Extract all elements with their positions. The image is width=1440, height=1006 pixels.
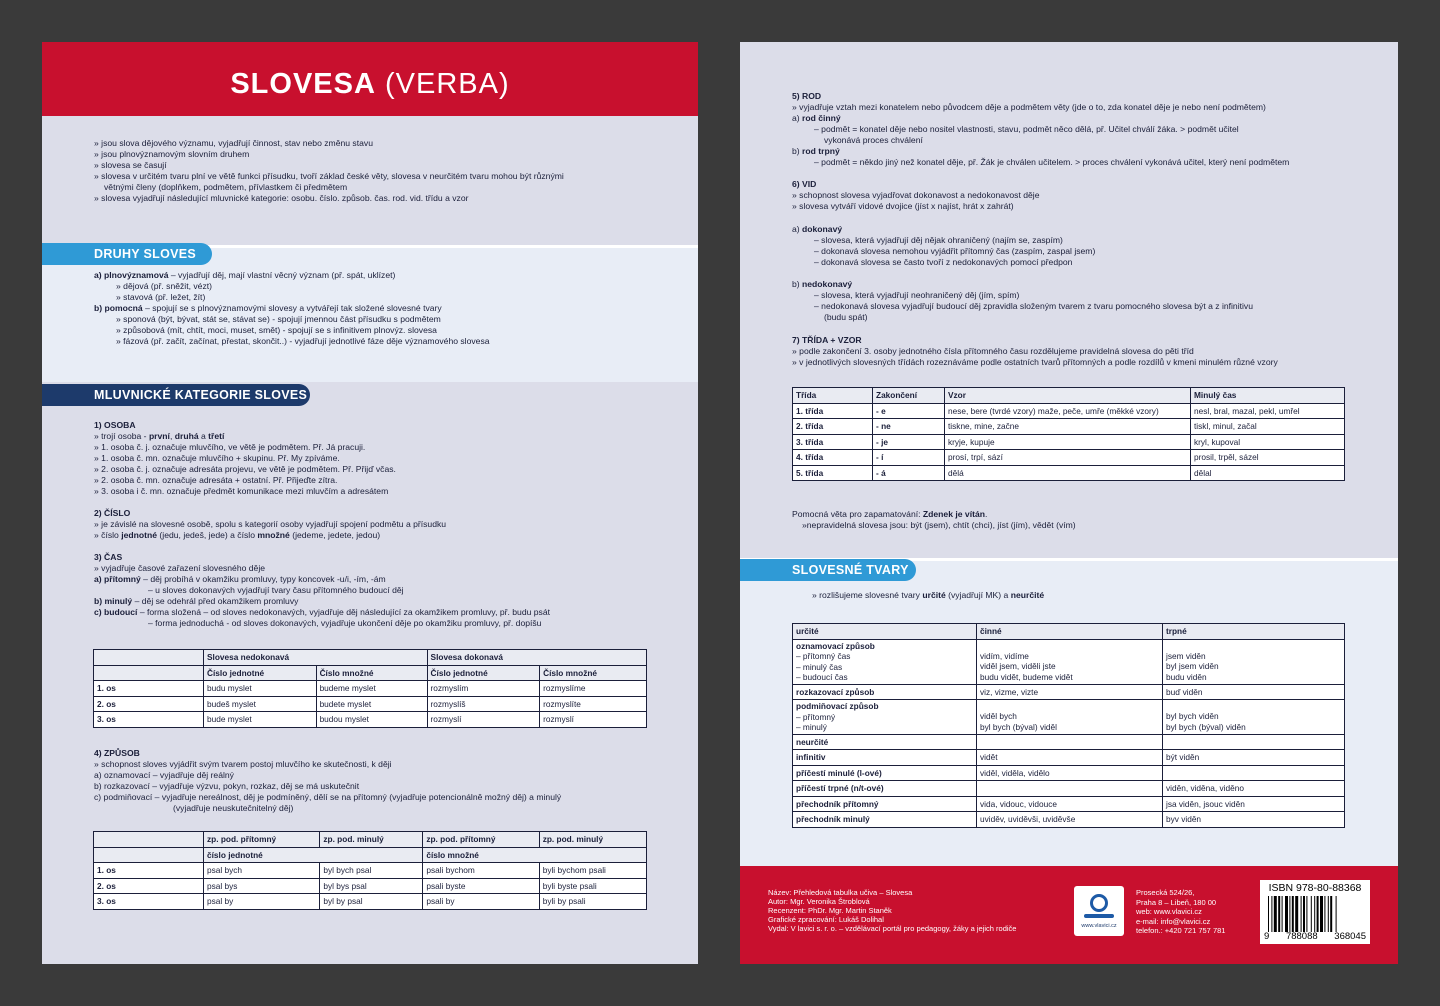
intro-text: » jsou slova dějového významu, vyjadřují činnost, stav nebo změnu stavu » jsou plnovýznamovým slovním druhem » slovesa se časují » slovesa v určitém tvaru plní ve větě funkci přísudku, tvoří základ české věty, slovesa v neurčitém tvaru mohou být různými větnými členy (doplňkem, podmětem, přívlastkem či předmětem » slovesa vyjadřují následující mluvnické kategorie: osobu. číslo. způsob. čas. rod. vid. třídu a vzor (94, 138, 564, 203)
table-row: 2. os budeš myslet budete myslet rozmyslíš rozmyslíte (94, 696, 647, 712)
table-row: přechodník minulý uviděv, uviděvši, uviděvše byv viděn (793, 812, 1345, 828)
table-row: Číslo jednotné Číslo množné Číslo jednotné Číslo množné (94, 665, 647, 681)
left-sheet (42, 42, 698, 964)
table-row: číslo jednotné číslo množné (94, 847, 647, 863)
table-row: příčestí trpné (n/t-ové) viděn, viděna, viděno (793, 781, 1345, 797)
section-heading-kategorie: MLUVNICKÉ KATEGORIE SLOVES (42, 384, 310, 406)
trida-text: 7) TŘÍDA + VZOR » podle zakončení 3. osoby jednotného čísla přítomného času rozdělujeme pravidelná slovesa do pěti tříd » v jednotlivých slovesných třídách rozeznáváme podle ostatních tvarů přítomných a podle rozdílů v kmeni minulém různé vzory (792, 335, 1278, 367)
isbn-barcode: ISBN 978-80-88368 9 788088 368045 (1260, 880, 1370, 944)
table-row: 2. třída - ne tiskne, mine, začne tiskl, minul, začal (793, 419, 1345, 435)
table-tvary (792, 623, 1345, 828)
table-row: 4. třída - í prosí, trpí, sází prosil, trpěl, sázel (793, 450, 1345, 466)
table-row: 3. třída - je kryje, kupuje kryl, kupoval (793, 434, 1345, 450)
vid-text: 6) VID » schopnost slovesa vyjadřovat dokonavost a nedokonavost děje » slovesa vytváří vidové dvojice (jíst x najíst, hrát x zahrát) (792, 179, 1040, 211)
table-row: 1. třída - e nese, bere (tvrdé vzory) maže, peče, umře (měkké vzory) nesl, bral, mazal, pekl, umřel (793, 403, 1345, 419)
publisher-address: Prosecká 524/26, Praha 8 – Libeň, 180 00 web: www.vlavici.cz e-mail: info@vlavici.cz telefon.: +420 721 757 781 (1136, 888, 1226, 935)
pomocna-veta: Pomocná věta pro zapamatování: Zdenek je vítán. »nepravidelná slovesa jsou: být (jsem), chtít (chci), jíst (jím), vědět (vím) (792, 509, 1076, 530)
table-row: neurčité (793, 734, 1345, 750)
table-row: podmiňovací způsob – přítomný – minulý viděl bych byl bych (býval) viděl byl bych viděn byl bych (býval) viděn (793, 700, 1345, 735)
druhy-text: a) plnovýznamová – vyjadřují děj, mají vlastní věcný význam (př. spát, uklízet) » dějová (př. sněžit, vézt) » stavová (př. ležet, žít) b) pomocná – spojují se s plnovýznamovými slovesy a vytvářejí tak složené slovesné tvary » sponová (být, bývat, stát se, stávat se) - spojují jmennou část přísudku s podmětem » způsobová (mít, chtít, moci, muset, smět) - spojují se s infinitivem plnovýz. slovesa » fázová (př. začít, začínat, přestat, skončit..) - vyjadřují jednotlivé fáze děje významového slovesa (94, 270, 490, 346)
table-row: 1. os budu myslet budeme myslet rozmyslím rozmyslíme (94, 681, 647, 697)
table-row: určité činné trpné (793, 624, 1345, 640)
cas-text: 3) ČAS » vyjadřuje časové zařazení slovesného děje a) přítomný – děj probíhá v okamžiku promluvy, typy koncovek -u/i, -ím, -ám – u sloves dokonavých vyjadřují tvary času přítomného budoucí děj b) minulý – děj se odehrál před okamžikem promluvy c) budoucí – forma složená – od sloves nedokonavých, vyjadřuje děj následující za okamžikem promluvy, př. budu psát – forma jednoduchá - od sloves dokonavých, vyjadřuje ukončení děje po okamžiku promluvy, př. dopíšu (94, 552, 551, 628)
table-row: přechodník přítomný vida, vidouc, vidouce jsa viděn, jsouc viděn (793, 796, 1345, 812)
table-row: zp. pod. přítomný zp. pod. minulý zp. pod. přítomný zp. pod. minulý (94, 832, 647, 848)
table-row: oznamovací způsob – přítomný čas – minulý čas – budoucí čas vidím, vidíme viděl jsem, viděli jste budu vidět, budeme vidět jsem viděn byl jsem viděn budu viděn (793, 639, 1345, 684)
table-row: 2. os psal bys byl bys psal psali byste byli byste psali (94, 878, 647, 894)
table-row: 5. třída - á dělá dělal (793, 465, 1345, 481)
table-row: 1. os psal bych byl bych psal psali bychom byli bychom psali (94, 863, 647, 879)
table-row: Třída Zakončení Vzor Minulý čas (793, 388, 1345, 404)
table-row: Slovesa nedokonavá Slovesa dokonavá (94, 650, 647, 666)
table-cas (93, 649, 647, 728)
table-row: 3. os bude myslet budou myslet rozmyslí rozmyslí (94, 712, 647, 728)
page-title: SLOVESA (VERBA) (42, 42, 698, 116)
table-row: infinitiv vidět být viděn (793, 750, 1345, 766)
table-tridy (792, 387, 1345, 481)
footer (740, 866, 1398, 964)
vlavici-logo-icon: www.vlavici.cz (1074, 886, 1124, 936)
right-sheet (740, 42, 1398, 964)
nedokonavy-text: b) nedokonavý – slovesa, která vyjadřují neohraničený děj (jím, spím) – nedokonavá slovesa vyjadřují budoucí děj zpravidla složeným tvarem z tvaru pomocného slovesa být a z infinitivu (budu spát) (792, 279, 1253, 322)
tvary-intro: » rozlišujeme slovesné tvary určité (vyjadřují MK) a neurčité (812, 590, 1045, 600)
section-heading-druhy: DRUHY SLOVES (42, 243, 212, 265)
table-row: 3. os psal by byl by psal psali by byli by psali (94, 894, 647, 910)
rod-text: 5) ROD » vyjadřuje vztah mezi konatelem nebo původcem děje a podmětem věty (jde o to, zda konatel děje je nebo není podmětem) a) rod činný – podmět = konatel děje nebo nositel vlastnosti, stavu, podmět něco dělá, př. Učitel chválí žáka. > podmět učitel vykonává proces chválení b) rod trpný – podmět = někdo jiný než konatel děje, př. Žák je chválen učitelem. > proces chválení vykonává učitel, který není podmětem (792, 91, 1290, 167)
barcode-icon (1268, 896, 1362, 932)
section-heading-tvary: SLOVESNÉ TVARY (740, 559, 916, 581)
osoba-text: 1) OSOBA » trojí osoba - první, druhá a třetí » 1. osoba č. j. označuje mluvčího, ve větě je podmětem. Př. Já pracuji. » 1. osoba č. mn. označuje mluvčího + skupinu. Př. My zpíváme. » 2. osoba č. j. označuje adresáta projevu, ve větě je podmětem. Př. Přijď včas. » 2. osoba č. mn. označuje adresáta + ostatní. Př. Přijeďte zítra. » 3. osoba i č. mn. označuje předmět komunikace mezi mluvčím a adresátem (94, 420, 396, 496)
dokonavy-text: a) dokonavý – slovesa, která vyjadřují děj nějak ohraničený (najím se, zaspím) – dokonavá slovesa nemohou vyjádřit přítomný čas (zaspím, zaspal jsem) – dokonavá slovesa se často tvoří z nedokonavých pomocí předpon (792, 224, 1096, 267)
table-row: rozkazovací způsob viz, vizme, vizte buď viděn (793, 684, 1345, 700)
ean-number: 9 788088 368045 (1264, 931, 1366, 942)
table-row: příčestí minulé (l-ové) viděl, viděla, vidělo (793, 765, 1345, 781)
zpusob-text: 4) ZPŮSOB » schopnost sloves vyjádřit svým tvarem postoj mluvčího ke skutečnosti, k ději a) oznamovací – vyjadřuje děj reálný b) rozkazovací – vyjadřuje výzvu, pokyn, rozkaz, děj se má uskutečnit c) podmiňovací – vyjadřuje nereálnost, děj je podmíněný, dělí se na přítomný (vyjadřuje potencionálně možný děj) a minulý (vyjadřuje neuskutečnitelný děj) (94, 748, 562, 813)
table-zpusob (93, 831, 647, 910)
cislo-text: 2) ČÍSLO » je závislé na slovesné osobě, spolu s kategorií osoby vyjadřují spojení podmětu a přísudku » číslo jednotné (jedu, jedeš, jede) a číslo množné (jedeme, jedete, jedou) (94, 508, 447, 540)
publication-info: Název: Přehledová tabulka učiva – Slovesa Autor: Mgr. Veronika Štroblová Recenzent: PhDr. Mgr. Martin Staněk Grafické zpracování: Lukáš Dolihal Vydal: V lavici s. r. o. – vzdělávací portál pro pedagogy, žáky a jejich rodiče (768, 888, 1017, 933)
